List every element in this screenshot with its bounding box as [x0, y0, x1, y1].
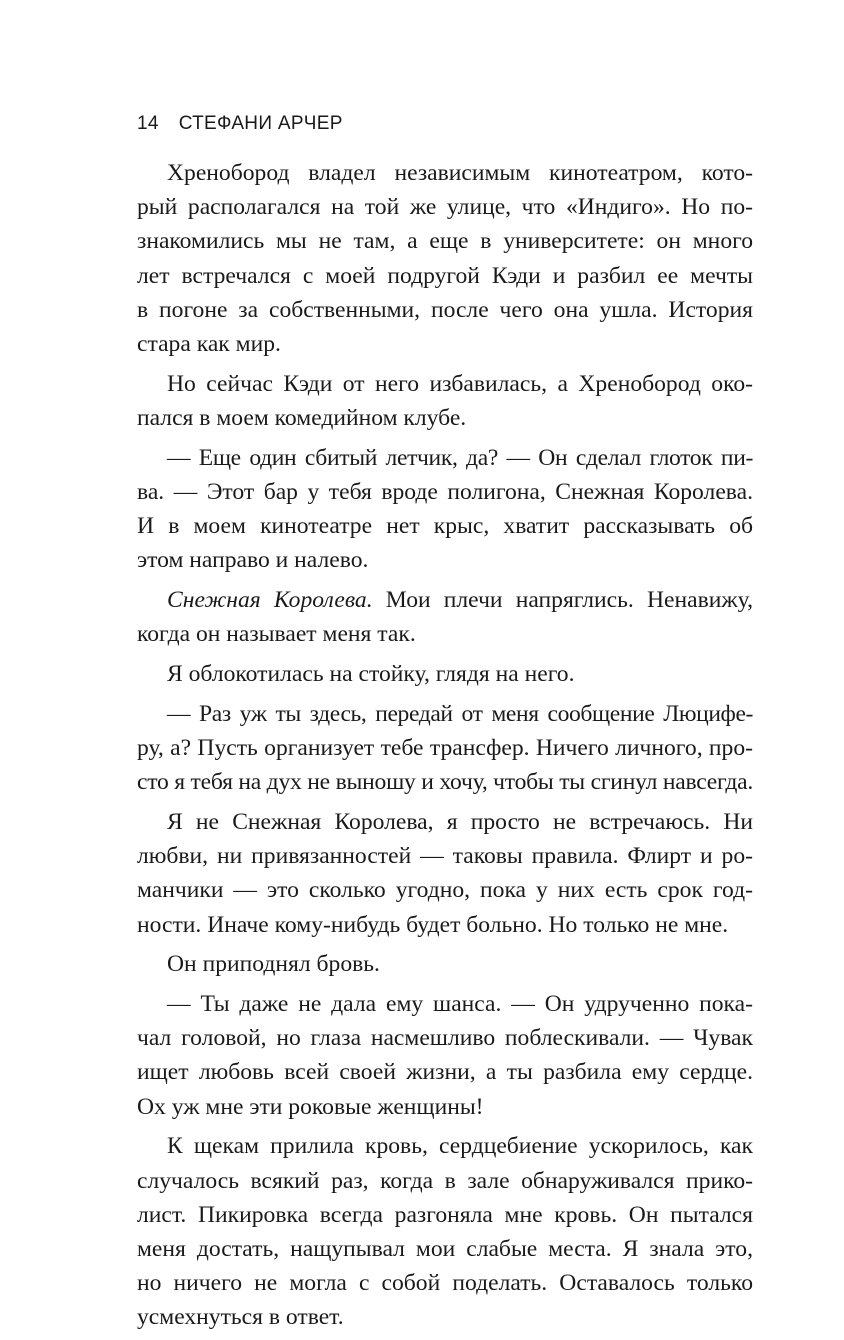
italic-phrase: Снежная Королева. [167, 587, 373, 614]
text-line: этом направо и налево. [137, 547, 369, 574]
text-line: лист. Пикировка всегда разгоняла мне кровь. Он пытался [137, 1201, 753, 1228]
text-line: Я не Снежная Королева, я просто не встречаюсь. Ни [167, 808, 753, 835]
running-head [137, 113, 343, 135]
author-name: СТЕФАНИ АРЧЕР [178, 113, 343, 134]
text-line: любви, ни привязанностей — таковы правила. Флирт и ро- [137, 843, 753, 870]
text-line: манчики — это сколько угодно, пока у них есть срок год- [137, 877, 753, 904]
text-line: пался в моем комедийном клубе. [137, 404, 467, 431]
text-line: — Еще один сбитый летчик, да? — Он сделал глоток пи- [167, 444, 753, 471]
text-line: меня достать, нащупывал мои слабые места. Я знала это, [137, 1235, 753, 1262]
text-line: лет встречался с моей подругой Кэди и разбил ее мечты [137, 262, 753, 289]
text-line: рый располагался на той же улице, что «Индиго». Но по- [137, 194, 753, 221]
paragraph [137, 583, 753, 651]
text-line: Он приподнял бровь. [167, 951, 380, 978]
text-line: ва. — Этот бар у тебя вроде полигона, Снежная Королева. [137, 478, 753, 505]
text-line: но ничего не могла с собой поделать. Оставалось только [137, 1270, 753, 1297]
text-line: — Раз уж ты здесь, передай от меня сообщение Люцифе- [167, 700, 753, 727]
text-line: Я облокотилась на стойку, глядя на него. [167, 661, 575, 687]
text-line: ищет любовь всей своей жизни, а ты разбила ему сердце. [137, 1059, 753, 1086]
text-line [137, 583, 753, 617]
text-line: ности. Иначе кому-нибудь будет больно. Но только не мне. [137, 911, 729, 938]
text-line: — Ты даже не дала ему шанса. — Он удрученно пока- [167, 991, 753, 1018]
text-fragment: Мои плечи напряглись. Ненавижу, [372, 587, 753, 614]
text-line: И в моем кинотеатре нет крыс, хватит рассказывать об [137, 513, 753, 540]
text-line: когда он называет меня так. [137, 621, 416, 648]
text-line: чал головой, но глаза насмешливо поблескивали. — Чувак [137, 1025, 753, 1052]
paragraph [137, 697, 753, 800]
text-line: К щекам прилила кровь, сердцебиение ускорилось, как [167, 1133, 753, 1160]
paragraph [137, 805, 753, 942]
text-line: Ох уж мне эти роковые женщины! [137, 1093, 484, 1120]
text-line: усмехнуться в ответ. [137, 1304, 344, 1331]
text-line: Хренобород владел независимым кинотеатром, кото- [167, 160, 753, 186]
paragraph [137, 156, 753, 361]
text-line: знакомились мы не там, а еще в университете: он много [137, 228, 753, 255]
text-line: сто я тебя на дух не выношу и хочу, чтобы ты сгинул навсегда. [137, 769, 754, 796]
text-line: ру, а? Пусть организует тебе трансфер. Ничего личного, про- [137, 734, 753, 761]
paragraph [137, 947, 753, 981]
text-line: Но сейчас Кэди от него избавилась, а Хренобород око- [167, 370, 753, 397]
text-line: в погоне за собственными, после чего она ушла. История [137, 296, 753, 323]
paragraph [137, 987, 753, 1124]
book-text [137, 156, 753, 1340]
paragraph [137, 1129, 753, 1334]
paragraph [137, 441, 753, 578]
paragraph [137, 367, 753, 435]
page-number: 14 [137, 113, 159, 134]
paragraph [137, 657, 753, 691]
text-line: стара как мир. [137, 330, 281, 357]
text-line: случалось всякий раз, когда в зале обнаруживался прико- [137, 1167, 753, 1194]
